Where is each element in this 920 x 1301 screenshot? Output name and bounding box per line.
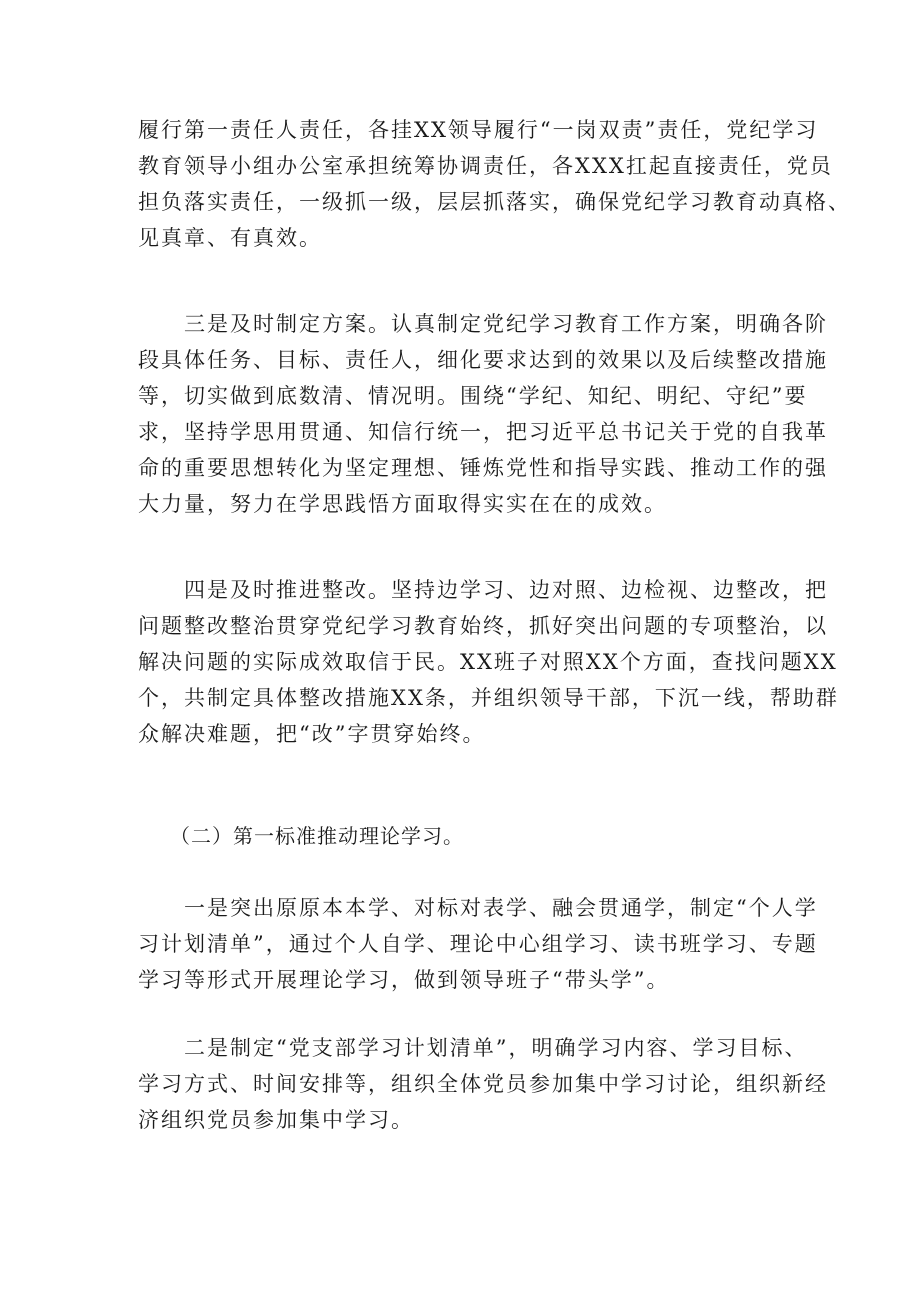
text-line: 习计划清单”，通过个人自学、理论中心组学习、读书班学习、专题: [138, 932, 818, 956]
paragraph-personal-study: [138, 890, 818, 998]
text-line: 二是制定“党支部学习计划清单”，明确学习内容、学习目标、: [138, 1036, 808, 1060]
text-line: 大力量，努力在学思践悟方面取得实实在在的成效。: [138, 492, 667, 516]
text-line: 解决问题的实际成效取信于民。XX班子对照XX个方面，查找问题XX: [138, 650, 838, 674]
text-line: 教育领导小组办公室承担统筹协调责任，各XXX扛起直接责任，党员: [138, 154, 833, 178]
text-line: 学习方式、时间安排等，组织全体党员参加集中学习讨论，组织新经: [138, 1072, 828, 1096]
paragraph-branch-study: [138, 1030, 828, 1138]
paragraph-responsibility: [138, 112, 851, 256]
text-line: （二）第一标准推动理论学习。: [138, 824, 464, 848]
text-line: 求，坚持学思用贯通、知信行统一，把习近平总书记关于党的自我革: [138, 420, 828, 444]
text-line: 等，切实做到底数清、情况明。围绕“学纪、知纪、明纪、守纪”要: [138, 384, 808, 408]
text-line: 个，共制定具体整改措施XX条，并组织领导干部，下沉一线，帮助群: [138, 686, 839, 710]
paragraph-rectification: [138, 572, 839, 752]
text-line: 段具体任务、目标、责任人，细化要求达到的效果以及后续整改措施: [138, 348, 828, 372]
paragraph-plan: [138, 306, 828, 522]
text-line: 履行第一责任人责任，各挂XX领导履行“一岗双责”责任，党纪学习: [138, 118, 819, 142]
section-heading: [138, 818, 798, 854]
text-line: 命的重要思想转化为坚定理想、锤炼党性和指导实践、推动工作的强: [138, 456, 828, 480]
text-line: 四是及时推进整改。坚持边学习、边对照、边检视、边整改，把: [138, 578, 828, 602]
text-line: 众解决难题，把“改”字贯穿始终。: [138, 722, 486, 746]
text-line: 三是及时制定方案。认真制定党纪学习教育工作方案，明确各阶: [138, 312, 828, 336]
text-line: 学习等形式开展理论学习，做到领导班子“带头学”。: [138, 968, 670, 992]
text-line: 见真章、有真效。: [138, 226, 322, 250]
text-line: 问题整改整治贯穿党纪学习教育始终，抓好突出问题的专项整治，以: [138, 614, 828, 638]
text-line: 担负落实责任，一级抓一级，层层抓落实，确保党纪学习教育动真格、: [138, 190, 851, 214]
text-line: 一是突出原原本本学、对标对表学、融会贯通学，制定“个人学: [138, 896, 818, 920]
text-line: 济组织党员参加集中学习。: [138, 1108, 414, 1132]
